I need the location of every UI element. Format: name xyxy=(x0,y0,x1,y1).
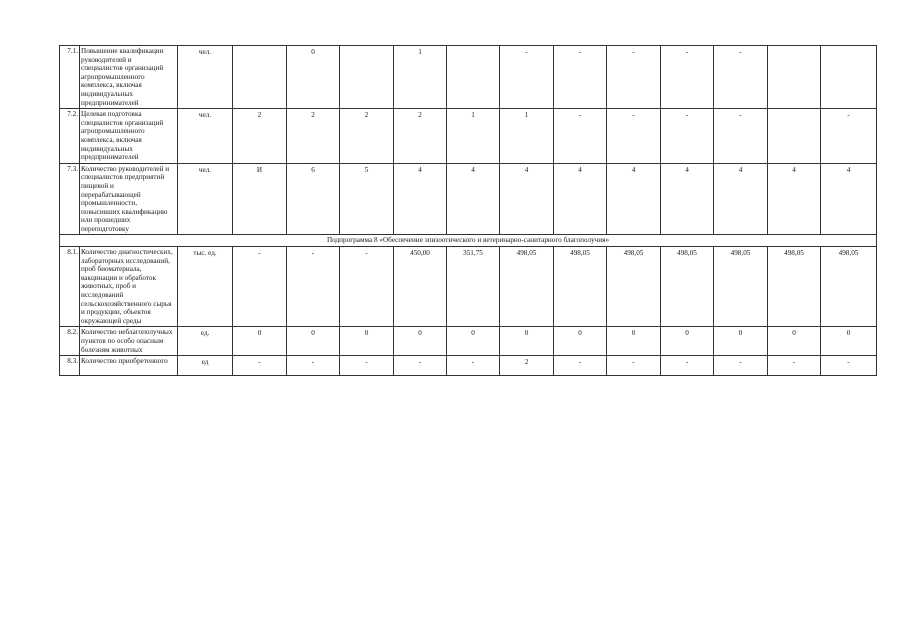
table-row xyxy=(60,356,877,376)
table-row xyxy=(60,109,877,164)
value-cell xyxy=(233,46,287,109)
value-cell: 0 xyxy=(394,327,447,356)
value-cell: 498,05 xyxy=(714,247,768,327)
indicator-name: Целевая подготовка специалистов организаций агропромышленного комплекса, включая индивидуальных предпринимателей xyxy=(80,109,178,164)
indicators-table xyxy=(59,45,877,376)
value-cell xyxy=(768,109,821,164)
value-cell: - xyxy=(554,356,607,376)
unit-of-measure: ед. xyxy=(178,327,233,356)
table-row xyxy=(60,46,877,109)
value-cell: 2 xyxy=(233,109,287,164)
value-cell: 5 xyxy=(340,163,394,235)
table-row xyxy=(60,327,877,356)
row-number: 8.3. xyxy=(60,356,80,376)
value-cell: - xyxy=(714,46,768,109)
value-cell: 0 xyxy=(447,327,500,356)
value-cell: 498,05 xyxy=(821,247,877,327)
value-cell: - xyxy=(287,247,340,327)
value-cell xyxy=(447,46,500,109)
value-cell: 4 xyxy=(768,163,821,235)
indicator-name: Количество неблагополучных пунктов по особо опасным болезням животных xyxy=(80,327,178,356)
value-cell: 0 xyxy=(768,327,821,356)
indicator-name xyxy=(80,356,178,376)
value-cell: - xyxy=(821,356,877,376)
value-cell: 0 xyxy=(661,327,714,356)
row-number: 7.2. xyxy=(60,109,80,164)
value-cell: - xyxy=(554,109,607,164)
row-number: 7.1. xyxy=(60,46,80,109)
value-cell: - xyxy=(394,356,447,376)
value-cell: 498,05 xyxy=(661,247,714,327)
value-cell: 4 xyxy=(554,163,607,235)
unit-of-measure: чел. xyxy=(178,163,233,235)
value-cell: 2 xyxy=(287,109,340,164)
value-cell: - xyxy=(607,46,661,109)
value-cell: 4 xyxy=(447,163,500,235)
indicator-name: Повышение квалификации руководителей и специалистов организаций агропромышленного комплекса, включая индивидуальных предпринимателей xyxy=(80,46,178,109)
value-cell: 0 xyxy=(340,327,394,356)
value-cell: 0 xyxy=(233,327,287,356)
value-cell: 1 xyxy=(500,109,554,164)
row-number: 7.3. xyxy=(60,163,80,235)
value-cell: 0 xyxy=(554,327,607,356)
value-cell: - xyxy=(661,356,714,376)
value-cell: - xyxy=(500,46,554,109)
value-cell: - xyxy=(233,356,287,376)
value-cell: 498,05 xyxy=(500,247,554,327)
value-cell: 4 xyxy=(607,163,661,235)
value-cell: 2 xyxy=(500,356,554,376)
value-cell: - xyxy=(554,46,607,109)
value-cell: 1 xyxy=(394,46,447,109)
unit-of-measure: тыс. ед. xyxy=(178,247,233,327)
value-cell: 4 xyxy=(661,163,714,235)
value-cell: 0 xyxy=(821,327,877,356)
value-cell: 498,05 xyxy=(768,247,821,327)
value-cell: 4 xyxy=(714,163,768,235)
value-cell: 1 xyxy=(447,109,500,164)
unit-of-measure: ед xyxy=(178,356,233,376)
value-cell: - xyxy=(607,356,661,376)
value-cell xyxy=(821,46,877,109)
table-row xyxy=(60,247,877,327)
value-cell: - xyxy=(768,356,821,376)
value-cell: 4 xyxy=(821,163,877,235)
value-cell: 2 xyxy=(394,109,447,164)
value-cell: 6 xyxy=(287,163,340,235)
value-cell: 2 xyxy=(340,109,394,164)
value-cell: - xyxy=(661,46,714,109)
row-number: 8.1. xyxy=(60,247,80,327)
indicator-name: Количество диагностических, лабораторных исследований, проб биоматериала, вакцинации и обработок животных, проб и исследований сельскохозяйственного сырья и продукции, объектов окружающей среды xyxy=(80,247,178,327)
table-row xyxy=(60,163,877,235)
value-cell: 498,05 xyxy=(554,247,607,327)
value-cell: 4 xyxy=(500,163,554,235)
value-cell: - xyxy=(821,109,877,164)
value-cell: 0 xyxy=(714,327,768,356)
row-number: 8.2. xyxy=(60,327,80,356)
value-cell: - xyxy=(340,356,394,376)
value-cell: - xyxy=(287,356,340,376)
value-cell: 351,75 xyxy=(447,247,500,327)
value-cell: 0 xyxy=(287,46,340,109)
value-cell: 0 xyxy=(607,327,661,356)
value-cell: - xyxy=(607,109,661,164)
value-cell: - xyxy=(661,109,714,164)
indicator-name: Количество руководителей и специалистов предприятий пищевой и перерабатывающей промышленности, повысивших квалификацию или прошедших переподготовку xyxy=(80,163,178,235)
value-cell: - xyxy=(714,109,768,164)
section-title: Подпрограмма 8 «Обеспечение эпизоотического и ветеринарно-санитарного благополучия» xyxy=(60,235,877,247)
value-cell: 498,05 xyxy=(607,247,661,327)
table-body-subprogram-7 xyxy=(60,46,877,235)
value-cell: 450,00 xyxy=(394,247,447,327)
value-cell xyxy=(340,46,394,109)
unit-of-measure: чел. xyxy=(178,46,233,109)
value-cell: 4 xyxy=(394,163,447,235)
value-cell: - xyxy=(447,356,500,376)
value-cell xyxy=(768,46,821,109)
value-cell: 0 xyxy=(500,327,554,356)
value-cell: - xyxy=(340,247,394,327)
value-cell: - xyxy=(233,247,287,327)
table-body-subprogram-8 xyxy=(60,247,877,376)
value-cell: И xyxy=(233,163,287,235)
section-row xyxy=(60,235,877,247)
table-section xyxy=(60,235,877,247)
indicator-name-text: Количество приобретенного xyxy=(81,357,168,366)
value-cell: 0 xyxy=(287,327,340,356)
unit-of-measure: чел. xyxy=(178,109,233,164)
value-cell: - xyxy=(714,356,768,376)
